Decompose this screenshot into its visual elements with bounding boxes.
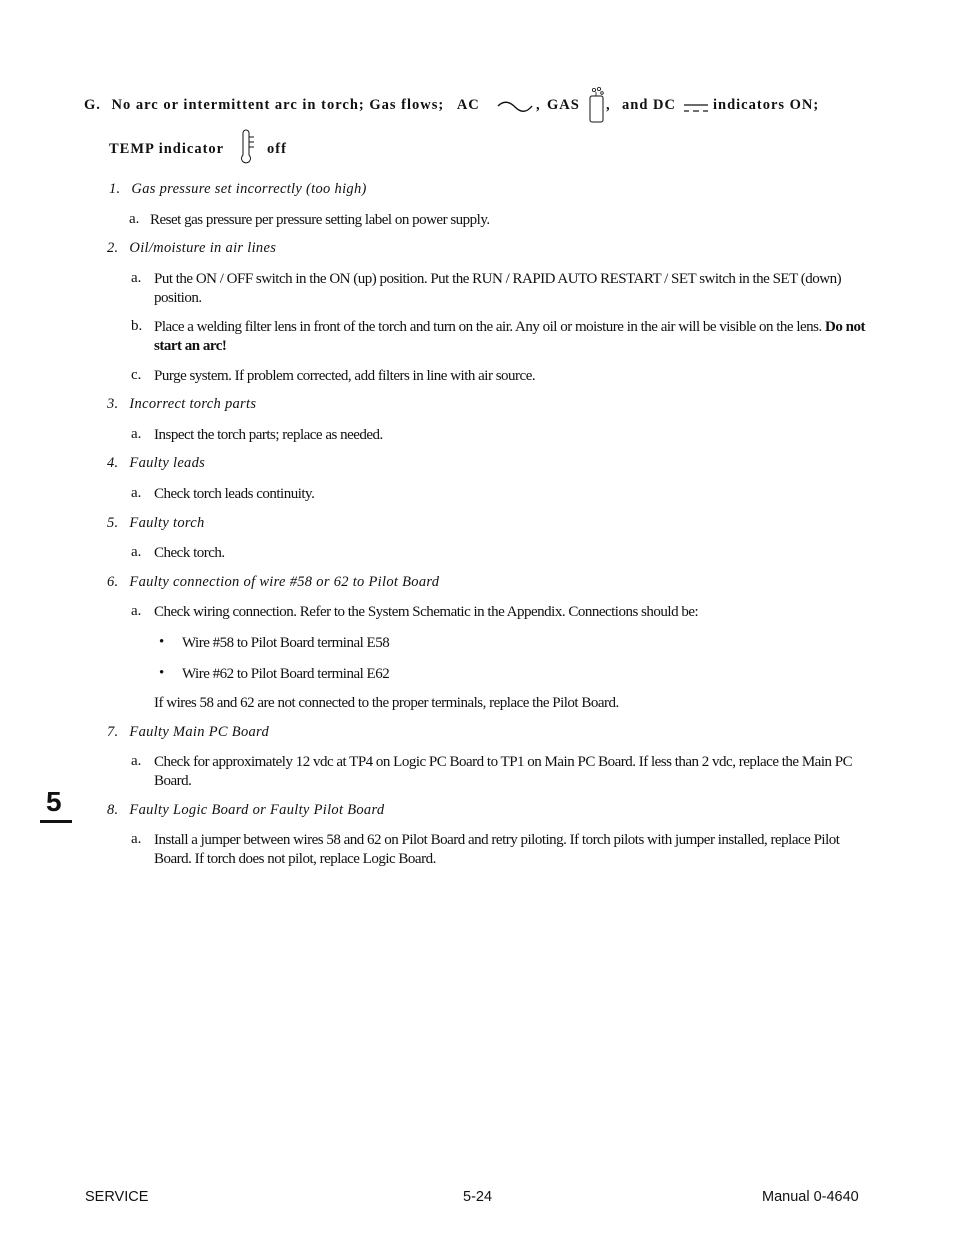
note-text: If wires 58 and 62 are not connected to the proper terminals, replace the Pilot Board. — [154, 695, 619, 711]
step-label: a. — [131, 753, 142, 769]
footer-page-number: 5-24 — [463, 1189, 493, 1205]
step-text: Purge system. If problem corrected, add filters in line with air source. — [154, 368, 536, 384]
cause-7 — [107, 724, 269, 741]
step-text — [154, 318, 872, 356]
step-label: a. — [131, 426, 142, 442]
section-tab-number: 5 — [46, 786, 62, 817]
warning-text: Do not start an arc! — [154, 319, 865, 354]
heading-indicators-on: indicators ON; — [713, 97, 820, 113]
cause-title: Oil/moisture in air lines — [129, 240, 277, 256]
bullet-item: Wire #62 to Pilot Board terminal E62 — [182, 666, 390, 682]
cause-title: Faulty connection of wire #58 or 62 to Pilot Board — [129, 574, 440, 590]
cause-title: Incorrect torch parts — [129, 396, 257, 412]
bullet-icon: • — [159, 665, 165, 681]
cause-title: Faulty Logic Board or Faulty Pilot Board — [129, 802, 385, 818]
cause-number: 5. — [107, 515, 119, 531]
step-label: a. — [131, 603, 142, 619]
step-label: a. — [131, 270, 142, 286]
cause-number: 6. — [107, 574, 119, 590]
step-label: c. — [131, 367, 142, 383]
cause-number: 7. — [107, 724, 119, 740]
cause-1 — [109, 181, 367, 198]
heading-ac: AC — [456, 97, 480, 113]
heading-temp: TEMP indicator — [109, 141, 225, 157]
heading-comma-2: , — [606, 97, 611, 113]
cause-4 — [107, 455, 205, 472]
cause-2 — [107, 240, 276, 257]
heading-line-1 — [84, 97, 480, 114]
heading-title: No arc or intermittent arc in torch; Gas flows; — [111, 97, 445, 113]
footer-section: SERVICE — [85, 1189, 149, 1205]
step-label: b. — [131, 318, 143, 334]
heading-prefix: G. — [84, 97, 101, 113]
cause-3 — [107, 396, 256, 413]
cause-title: Faulty Main PC Board — [129, 724, 269, 740]
heading-gas: GAS — [547, 97, 580, 113]
section-tab-rule — [40, 820, 72, 823]
ac-wave-icon — [496, 99, 534, 117]
thermometer-icon — [238, 129, 258, 167]
cause-5 — [107, 515, 205, 532]
step-text: Inspect the torch parts; replace as needed. — [154, 427, 383, 443]
step-label: a. — [131, 831, 142, 847]
step-text: Check wiring connection. Refer to the System Schematic in the Appendix. Connections should be: — [154, 604, 699, 620]
step-text: Reset gas pressure per pressure setting label on power supply. — [150, 212, 490, 228]
cause-number: 2. — [107, 240, 119, 256]
step-text: Check torch leads continuity. — [154, 486, 315, 502]
step-text: Check torch. — [154, 545, 225, 561]
dc-line-icon — [684, 103, 708, 113]
heading-comma-1: , — [536, 97, 541, 113]
step-label: a. — [129, 211, 140, 227]
gas-cylinder-icon — [587, 86, 607, 124]
step-text-main: Place a welding filter lens in front of the torch and turn on the air. Any oil or moisture in the air will be visible on the lens. — [154, 319, 822, 335]
cause-number: 8. — [107, 802, 119, 818]
cause-title: Gas pressure set incorrectly (too high) — [131, 181, 367, 197]
cause-6 — [107, 574, 439, 591]
step-label: a. — [131, 485, 142, 501]
bullet-item: Wire #58 to Pilot Board terminal E58 — [182, 635, 390, 651]
step-label: a. — [131, 544, 142, 560]
heading-and-dc: and DC — [622, 97, 676, 113]
footer-manual-number: Manual 0-4640 — [762, 1189, 859, 1205]
step-text: Install a jumper between wires 58 and 62 on Pilot Board and retry piloting. If torch pilots with jumper installed, replace Pilot Board. If torch does not pilot, replace Logic Board. — [154, 832, 840, 867]
step-text: Put the ON / OFF switch in the ON (up) position. Put the RUN / RAPID AUTO RESTART / SET switch in the SET (down) position. — [154, 271, 842, 306]
bullet-icon: • — [159, 634, 165, 650]
step-text: Check for approximately 12 vdc at TP4 on Logic PC Board to TP1 on Main PC Board. If less than 2 vdc, replace the Main PC Board. — [154, 754, 853, 789]
cause-number: 1. — [109, 181, 121, 197]
cause-title: Faulty torch — [129, 515, 205, 531]
cause-number: 4. — [107, 455, 119, 471]
cause-8 — [107, 802, 384, 819]
heading-off: off — [267, 141, 287, 157]
cause-title: Faulty leads — [129, 455, 206, 471]
cause-number: 3. — [107, 396, 119, 412]
